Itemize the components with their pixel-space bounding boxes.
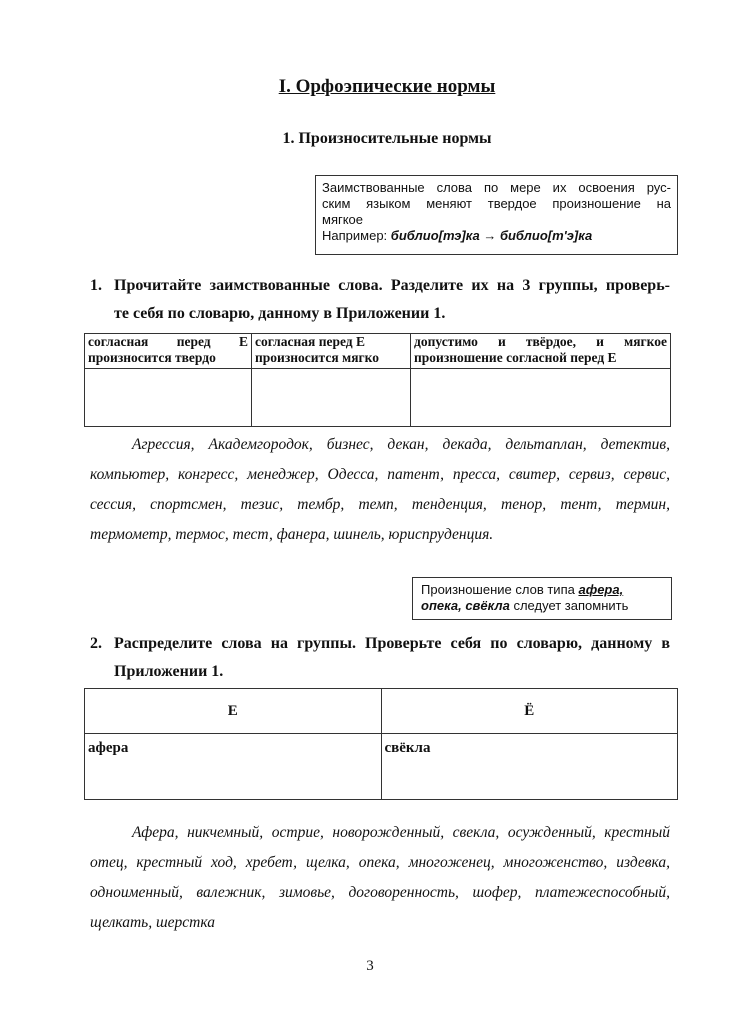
task-number: 1. (90, 277, 102, 294)
rule-note-box (315, 175, 678, 255)
table-cell[interactable] (85, 369, 252, 427)
note-line: Заимствованные слова по мере их освоения рус- (322, 180, 671, 195)
table-header: согласная перед Е произносится твердо (85, 334, 252, 369)
task-1-line2: те себя по словарю, данному в Приложении 1. (114, 305, 446, 322)
table-header: Е (85, 689, 382, 734)
table-header: согласная перед Е произносится мягко (252, 334, 411, 369)
task-1-line1: 1. Прочитайте заимствованные слова. Разделите их на 3 группы, проверь- (90, 272, 670, 300)
memorize-note-box: Произношение слов типа афера, опека, свёкла следует запомнить (412, 577, 672, 620)
word-list-1: Агрессия, Академгородок, бизнес, декан, декада, дельтаплан, детектив, компьютер, конгресс, менеджер, Одесса, патент, пресса, свитер, сервиз, сервис, сессия, спортсмен, тезис, тембр, темп, тенденция, тенор, тент, термин, термометр, термос, тест, фанера, шинель, юриспруденция. (90, 436, 670, 543)
table-cell[interactable]: афера (85, 734, 382, 800)
note-line: мягкое (322, 212, 364, 227)
grouping-table-2 (84, 688, 678, 800)
note-word: опека, свёкла (421, 598, 510, 613)
section-title: I. Орфоэпические нормы (278, 76, 496, 97)
example-label: Например: (322, 228, 388, 243)
grouping-table-1 (84, 333, 671, 427)
word-list-2: Афера, никчемный, острие, новорожденный, свекла, осужденный, крестный отец, крестный ход, хребет, щелка, опека, многоженец, многоженство, издевка, одноименный, валежник, зимовье, договоренность, шофер, платежеспособный, щелкать, шерстка (90, 824, 670, 931)
table-cell[interactable] (252, 369, 411, 427)
task-number: 2. (90, 635, 102, 652)
table-header: Ё (381, 689, 678, 734)
table-cell[interactable]: свёкла (381, 734, 678, 800)
example-from: библио[тэ]ка (390, 228, 480, 243)
task-2-line2: Приложении 1. (114, 663, 224, 680)
arrow-icon: → (483, 228, 497, 243)
task-2 (90, 630, 670, 686)
subsection-title: 1. Произносительные нормы (282, 130, 492, 147)
task-1 (90, 272, 670, 328)
task-2-line1: 2. Распределите слова на группы. Проверьте себя по словарю, данному в (90, 630, 670, 658)
table-header: допустимо и твёрдое, и мягкое произношение согласной перед Е (411, 334, 671, 369)
table-cell[interactable] (411, 369, 671, 427)
page-number: 3 (366, 958, 374, 974)
note-line: ским языком меняют твердое произношение на (322, 196, 671, 211)
note-word: афера, (578, 582, 624, 597)
example-to: библио[т'э]ка (499, 228, 593, 243)
note-example (322, 228, 671, 244)
